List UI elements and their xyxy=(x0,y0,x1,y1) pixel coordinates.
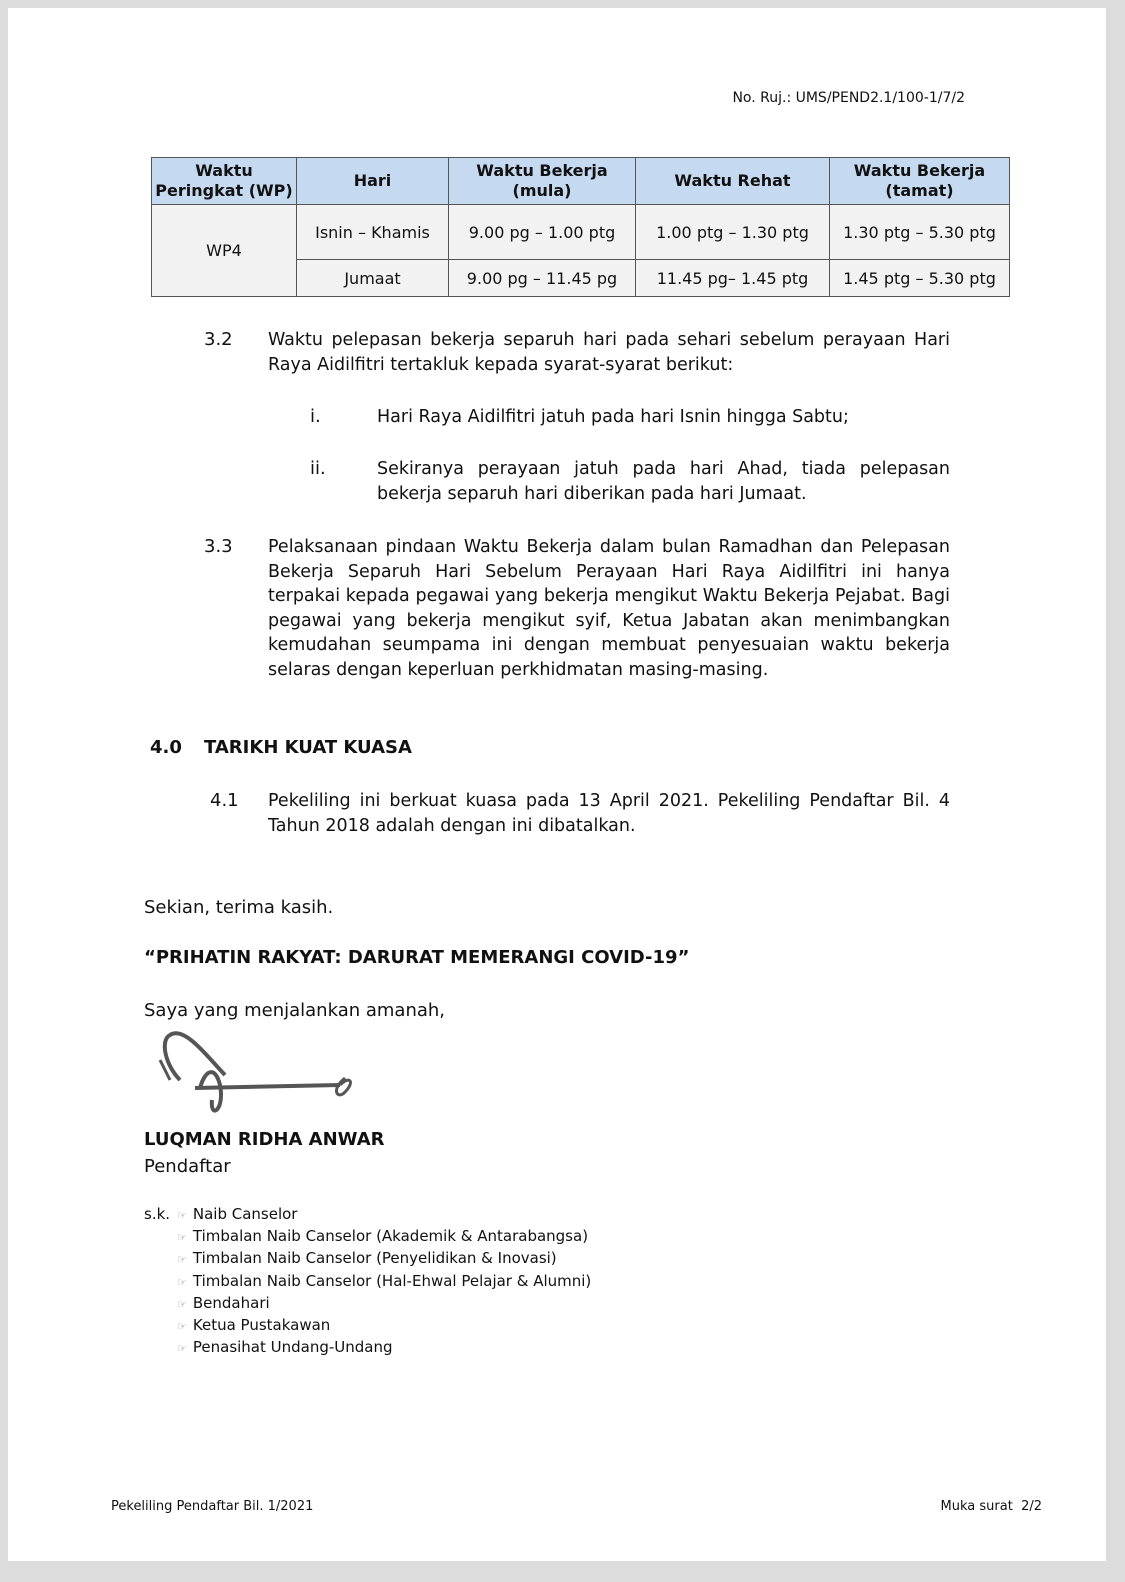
pointing-hand-icon: ☞ xyxy=(177,1253,187,1267)
item-text: Sekiranya perayaan jatuh pada hari Ahad, tiada pelepasan bekerja separuh hari diberikan pada hari Jumaat. xyxy=(377,459,950,504)
item-number: i. xyxy=(310,406,321,427)
section-number: 4.0 xyxy=(150,737,182,758)
cc-item: ☞ Timbalan Naib Canselor (Hal-Ehwal Pelajar & Alumni) xyxy=(177,1271,592,1290)
cc-item: ☞ Timbalan Naib Canselor (Akademik & Antarabangsa) xyxy=(177,1227,589,1246)
pointing-hand-icon: ☞ xyxy=(177,1275,187,1289)
section-3-2-text: Waktu pelepasan bekerja separuh hari pada sehari sebelum perayaan Hari Raya Aidilfitri tertakluk kepada syarat-syarat berikut: xyxy=(268,330,950,375)
table-cell: 1.00 ptg – 1.30 ptg xyxy=(636,205,830,260)
wp-cell: WP4 xyxy=(152,205,297,297)
item-text: Hari Raya Aidilfitri jatuh pada hari Isnin hingga Sabtu; xyxy=(377,407,849,427)
cc-item: ☞ Ketua Pustakawan xyxy=(177,1316,331,1335)
cc-item: ☞ Bendahari xyxy=(177,1293,270,1312)
signer-title: Pendaftar xyxy=(144,1156,231,1177)
section-4-1-text: Pekeliling ini berkuat kuasa pada 13 April 2021. Pekeliling Pendaftar Bil. 4 Tahun 2018 adalah dengan ini dibatalkan. xyxy=(268,791,950,836)
footer-circular: Pekeliling Pendaftar Bil. 1/2021 xyxy=(111,1499,314,1514)
cc-item: ☞ Naib Canselor xyxy=(177,1205,298,1223)
section-number: 3.3 xyxy=(204,536,233,557)
cc-item: ☞ Penasihat Undang-Undang xyxy=(177,1338,393,1357)
header-hari: Hari xyxy=(297,158,449,205)
section-number: 4.1 xyxy=(210,790,239,811)
table-row xyxy=(152,205,1010,260)
cc-label: s.k. xyxy=(144,1205,171,1223)
table-cell: 1.30 ptg – 5.30 ptg xyxy=(830,205,1010,260)
pointing-hand-icon: ☞ xyxy=(177,1297,187,1311)
table-cell: 11.45 pg– 1.45 ptg xyxy=(636,260,830,297)
table-cell: Jumaat xyxy=(297,260,449,297)
cc-list xyxy=(177,1204,591,1359)
signer-name: LUQMAN RIDHA ANWAR xyxy=(144,1129,385,1150)
table-cell: 9.00 pg – 1.00 ptg xyxy=(449,205,636,260)
trust-text: Saya yang menjalankan amanah, xyxy=(144,1000,446,1021)
cc-item: ☞ Timbalan Naib Canselor (Penyelidikan & Inovasi) xyxy=(177,1249,557,1268)
table-cell: 9.00 pg – 11.45 pg xyxy=(449,260,636,297)
header-break: Waktu Rehat xyxy=(636,158,830,205)
section-number: 3.2 xyxy=(204,329,233,350)
section-3-3-text: Pelaksanaan pindaan Waktu Bekerja dalam bulan Ramadhan dan Pelepasan Bekerja Separuh Hari Sebelum Perayaan Hari Raya Aidilfitri ini hanya terpakai kepada pegawai yang bekerja mengikut Waktu Bekerja Pejabat. Bagi pegawai yang bekerja mengikut syif, Ketua Jabatan akan menimbangkan kemudahan seumpama ini dengan membuat penyesuaian waktu bekerja selaras dengan keperluan perkhidmatan masing-masing. xyxy=(268,537,950,680)
footer-page-number: Muka surat 2/2 xyxy=(940,1499,1042,1514)
working-hours-table xyxy=(151,157,1010,297)
pointing-hand-icon: ☞ xyxy=(177,1342,187,1356)
header-wp: Waktu Peringkat (WP) xyxy=(152,158,297,205)
closing-text: Sekian, terima kasih. xyxy=(144,897,334,918)
pointing-hand-icon: ☞ xyxy=(177,1231,187,1245)
section-heading: TARIKH KUAT KUASA xyxy=(204,737,412,758)
reference-number: No. Ruj.: UMS/PEND2.1/100-1/7/2 xyxy=(732,90,965,106)
table-cell: 1.45 ptg – 5.30 ptg xyxy=(830,260,1010,297)
pointing-hand-icon: ☞ xyxy=(177,1320,187,1334)
table-cell: Isnin – Khamis xyxy=(297,205,449,260)
item-number: ii. xyxy=(310,458,326,479)
signature xyxy=(150,1020,370,1130)
slogan: “PRIHATIN RAKYAT: DARURAT MEMERANGI COVID-19” xyxy=(144,947,690,968)
header-start: Waktu Bekerja (mula) xyxy=(449,158,636,205)
pointing-hand-icon: ☞ xyxy=(177,1209,187,1222)
header-end: Waktu Bekerja (tamat) xyxy=(830,158,1010,205)
